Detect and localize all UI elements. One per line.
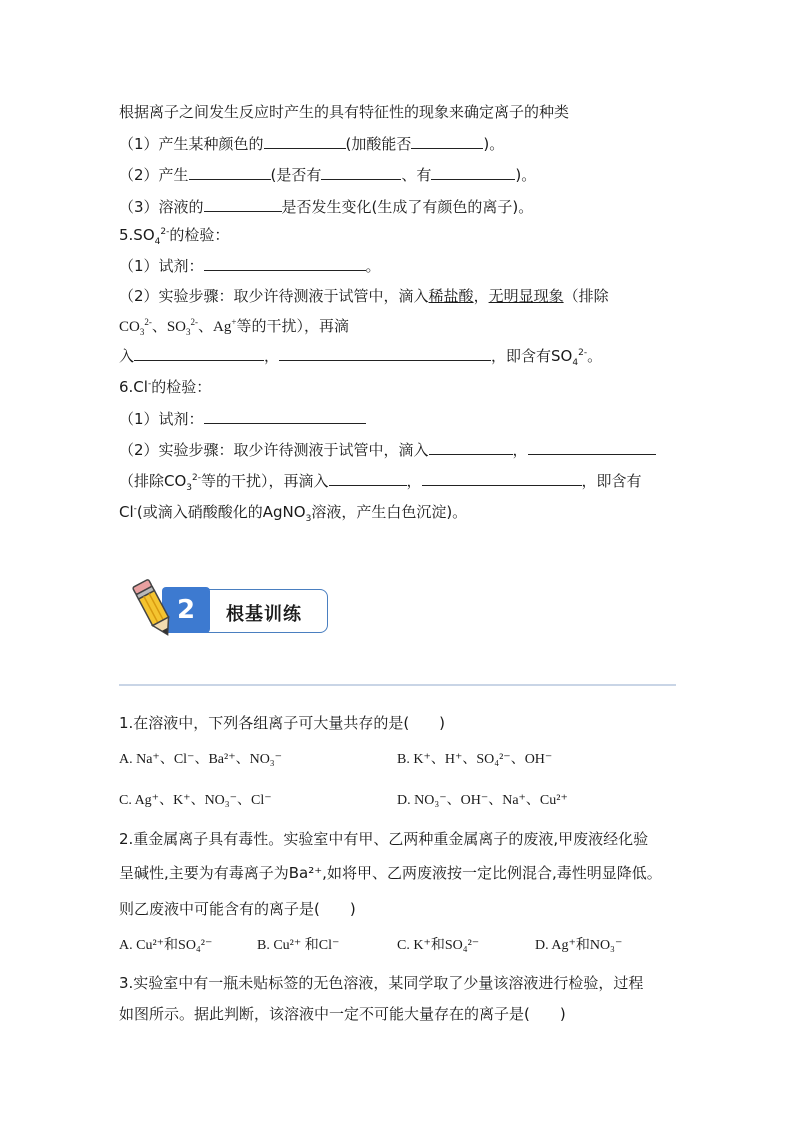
q1-option-c[interactable]: C. Ag⁺、K⁺、NO₃⁻、Cl⁻ [119, 793, 272, 808]
q2-option-a[interactable]: A. Cu²⁺和SO₄²⁻ [119, 938, 213, 953]
answer-blank[interactable] [431, 165, 515, 180]
intro-item-2: （2）产生 (是否有 、有 )。 [119, 166, 537, 184]
so4-title: $5.SO_4^{2-}$的检验： [119, 226, 230, 247]
cl-title: 6.Cl-的检验： [119, 378, 212, 396]
section-divider [119, 684, 676, 686]
pencil-icon [128, 576, 180, 642]
section-title: 根基训练 [226, 604, 302, 625]
section-number: 2 [162, 587, 210, 633]
question-2-stem: 则乙废液中可能含有的离子是( ) [119, 900, 356, 918]
question-2-line: 呈碱性,主要为有毒离子为Ba²⁺,如将甲、乙两废液按一定比例混合,毒性明显降低。 [119, 864, 662, 882]
answer-blank[interactable] [189, 165, 271, 180]
so4-exclusion: $CO_3^{2-}$、$SO_3^{2-}$、Ag+等的干扰），再滴 [119, 317, 349, 337]
answer-blank[interactable] [528, 440, 656, 455]
answer-blank[interactable] [279, 346, 491, 361]
question-3-stem: 如图所示。据此判断，该溶液中一定不可能大量存在的离子是( ) [119, 1005, 566, 1023]
question-2-line: 2.重金属离子具有毒性。实验室中有甲、乙两种重金属离子的废液,甲废液经化验 [119, 830, 649, 848]
answer-blank[interactable] [329, 471, 407, 486]
q2-option-d[interactable]: D. Ag⁺和NO₃⁻ [535, 938, 623, 953]
intro-item-1: （1）产生某种颜色的 (加酸能否 )。 [119, 135, 505, 153]
answer-blank[interactable] [411, 134, 483, 149]
so4-result: 入 ， ，即含有$SO_4^{2-}$。 [119, 347, 603, 368]
question-1-stem: 1.在溶液中，下列各组离子可大量共存的是( ) [119, 714, 446, 732]
q2-option-b[interactable]: B. Cu²⁺ 和Cl⁻ [257, 938, 340, 953]
cl-reagent: （1）试剂： [119, 409, 366, 429]
answer-blank[interactable] [204, 256, 366, 271]
answer-blank[interactable] [429, 440, 513, 455]
answer-blank[interactable] [204, 197, 282, 212]
q1-option-a[interactable]: A. Na⁺、Cl⁻、Ba²⁺、NO₃⁻ [119, 752, 283, 767]
intro-line: 根据离子之间发生反应时产生的具有特征性的现象来确定离子的种类 [119, 103, 570, 121]
intro-item-3: （3）溶液的 是否发生变化(生成了有颜色的离子)。 [119, 198, 534, 216]
answer-blank[interactable] [204, 409, 366, 424]
q1-option-b[interactable]: B. K⁺、H⁺、SO₄²⁻、OH⁻ [397, 752, 553, 767]
cl-result: Cl-(或滴入硝酸酸化的AgNO$_3$溶液，产生白色沉淀)。 [119, 503, 468, 524]
so4-reagent: （1）试剂： 。 [119, 257, 381, 275]
cl-step: （2）实验步骤：取少许待测液于试管中，滴入 ， [119, 440, 656, 460]
answer-blank[interactable] [422, 471, 582, 486]
q1-option-d[interactable]: D. NO₃⁻、OH⁻、Na⁺、Cu²⁺ [397, 793, 568, 808]
cl-exclusion: （排除$CO_3^{2-}$等的干扰），再滴入 ， ，即含有 [119, 472, 642, 493]
q2-option-c[interactable]: C. K⁺和SO₄²⁻ [397, 938, 480, 953]
question-3-line: 3.实验室中有一瓶未贴标签的无色溶液，某同学取了少量该溶液进行检验，过程 [119, 974, 644, 992]
so4-step: （2）实验步骤：取少许待测液于试管中，滴入稀盐酸，无明显现象（排除 [119, 287, 609, 305]
answer-blank[interactable] [264, 134, 346, 149]
answer-blank[interactable] [134, 346, 264, 361]
answer-blank[interactable] [321, 165, 401, 180]
